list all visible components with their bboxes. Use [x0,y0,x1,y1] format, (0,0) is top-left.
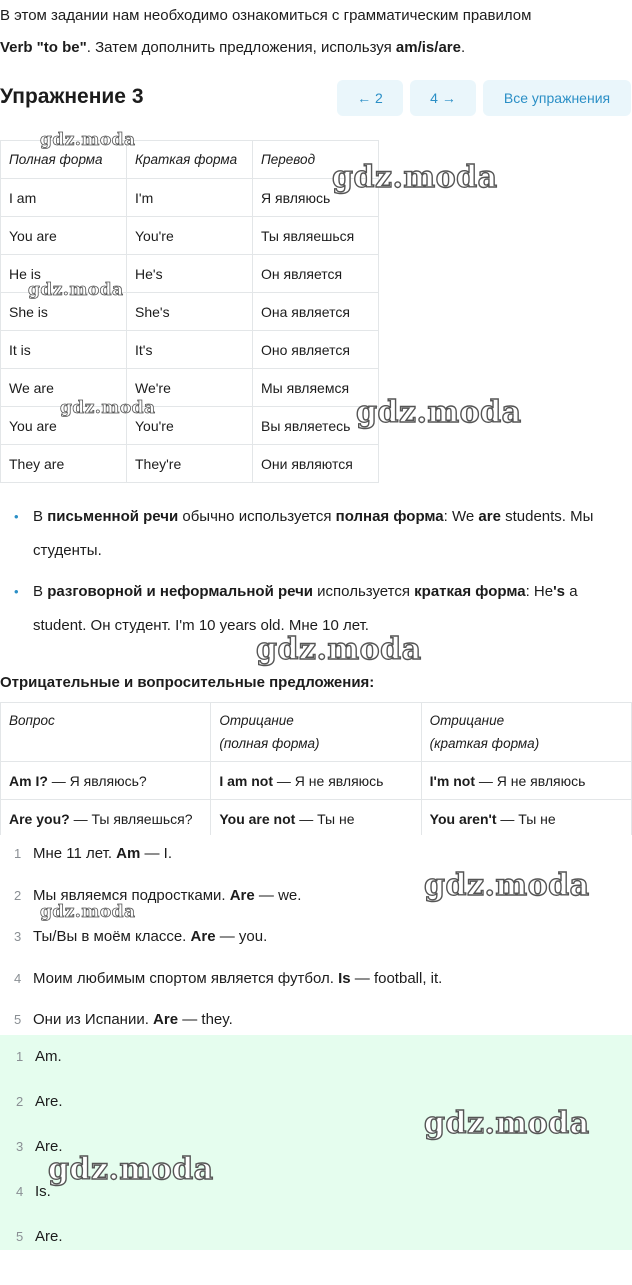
table-row [1,217,379,255]
item-number: 3 [14,929,22,944]
negation-table [0,702,632,835]
cell: It is [1,331,127,369]
cell [1,762,211,800]
text: : We [443,508,479,525]
text: students. Мы студенты. [33,508,594,559]
usage-notes [14,500,629,650]
watermark: gdz.moda [40,902,136,922]
am-is-are: am/is/are [395,39,461,56]
cell: Мы являемся [253,369,379,407]
watermark: gdz.moda [424,1106,590,1141]
item-answer: Are [153,1011,179,1028]
answers-block [0,1035,632,1250]
text-bold: полная форма [335,508,444,525]
cell-bold: I am not [219,772,274,789]
cell: You're [127,217,253,255]
cell-text: — Ты не [295,810,355,827]
answer-text: Are. [35,1228,63,1245]
col-header-sub: (полная форма) [219,736,320,751]
item-text: Моим любимым спортом является футбол. [33,969,339,987]
item-answer: Am [116,845,141,862]
col-header-text: Отрицание [429,713,505,728]
cell: I am [1,179,127,217]
col-header-sub: (краткая форма) [429,736,540,751]
answer-text: Are. [35,1138,63,1155]
answer-item [0,1039,632,1084]
watermark: gdz.moda [332,160,498,195]
forms-table [0,140,379,483]
cell: Он является [253,255,379,293]
item-text: — we. [254,886,302,904]
col-header [421,703,631,762]
cell: He is [1,255,127,293]
cell: They are [1,445,127,483]
rule-name: Verb "to be" [0,39,87,56]
cell-text: — Я являюсь? [47,772,147,789]
item-text: — you. [215,928,268,945]
watermark: gdz.moda [256,632,422,667]
table-row [1,369,379,407]
table-row [1,179,379,217]
table-row [1,407,379,445]
page-title: Упражнение 3 [0,85,144,108]
prev-exercise-button[interactable]: ← 2 [337,80,403,116]
item-number: 2 [16,1094,24,1109]
watermark: gdz.moda [356,395,522,430]
cell [211,762,421,800]
cell: She's [127,293,253,331]
col-header: Полная форма [1,141,127,179]
cell-text: — Ты не [496,810,556,827]
item-number: 3 [16,1139,24,1154]
text: В [33,508,48,525]
answer-text: Am. [35,1048,62,1065]
list-item [0,921,632,963]
cell: Она является [253,293,379,331]
table-row [1,800,632,836]
cell: Я являюсь [253,179,379,217]
col-header: Перевод [253,141,379,179]
cell: You are [1,217,127,255]
text: используется [313,583,415,600]
cell: Вы являетесь [253,407,379,445]
answer-item [0,1219,632,1264]
table-row [1,762,632,800]
text: a student. Он студент. I'm 10 years old. Мне 10 лет. [33,583,578,634]
cell [421,800,631,836]
cell: You're [127,407,253,445]
item-text: Мне 11 лет. [33,845,117,862]
table-row [1,331,379,369]
negation-table-container [0,702,632,835]
col-header: Краткая форма [127,141,253,179]
item-number: 4 [16,1184,24,1199]
text: В [33,583,48,600]
item-number: 5 [14,1012,22,1027]
all-exercises-button[interactable]: Все упражнения [483,80,631,116]
cell: Они являются [253,445,379,483]
item-number: 2 [14,887,22,903]
section-heading: Отрицательные и вопросительные предложения: [0,674,375,691]
cell-bold: I'm not [429,772,475,789]
intro-text [0,0,632,64]
intro-end: . [460,39,466,56]
watermark: gdz.moda [424,868,590,903]
cell [1,800,211,836]
item-text: Мы являемся подростками. [33,886,230,904]
cell: We are [1,369,127,407]
answer-text: Is. [35,1183,51,1200]
item-answer: Are [190,928,216,945]
text: обычно используется [178,508,336,525]
watermark: gdz.moda [60,398,156,418]
item-answer: Are [229,886,255,904]
text-bold: разговорной и неформальной речи [47,583,314,600]
item-text: — football, it. [350,969,443,987]
item-number: 4 [14,970,22,986]
col-header-text: Вопрос [9,713,55,728]
col-header-text: Отрицание [219,713,294,728]
cell: He's [127,255,253,293]
text-bold: письменной речи [47,508,179,525]
watermark: gdz.moda [40,130,136,150]
next-exercise-button[interactable]: 4 → [410,80,476,116]
intro-text-span: . Затем дополнить предложения, используя [86,39,396,56]
cell: It's [127,331,253,369]
cell-bold: You are not [219,810,296,827]
item-answer: Is [338,969,351,987]
cell: Оно является [253,331,379,369]
list-item [0,963,632,1005]
text-bold: 's [553,583,566,600]
table-row [1,445,379,483]
table-header-row [1,703,632,762]
watermark: gdz.moda [48,1152,214,1187]
watermark: gdz.moda [28,280,124,300]
item-number: 1 [16,1049,24,1064]
cell-text: — Я не являюсь [474,772,586,789]
cell: They're [127,445,253,483]
col-header [1,703,211,762]
cell-text: — Я не являюсь [273,772,384,789]
cell: I'm [127,179,253,217]
cell: We're [127,369,253,407]
item-number: 5 [16,1229,24,1244]
cell-text: — Ты являешься? [69,810,193,827]
cell [211,800,421,836]
intro-line-2 [0,32,632,64]
text: : He [525,583,554,600]
item-number: 1 [14,846,22,861]
answers-list [0,1035,632,1264]
cell: She is [1,293,127,331]
item-text: Они из Испании. [33,1011,154,1028]
answer-text: Are. [35,1093,63,1110]
cell-bold: Are you? [9,810,70,827]
cell: Ты являешься [253,217,379,255]
text-bold: краткая форма [414,583,526,600]
cell-bold: You aren't [429,810,497,827]
cell [421,762,631,800]
list-item [14,500,629,568]
item-text: — I. [140,845,173,862]
text-bold: are [478,508,501,525]
col-header [211,703,421,762]
intro-line-1: В этом задании нам необходимо ознакомиться с грамматическим правилом [0,7,532,24]
item-text: — they. [178,1011,233,1028]
cell-bold: Am I? [9,772,48,789]
item-text: Ты/Вы в моём классе. [33,928,191,945]
cell: You are [1,407,127,445]
